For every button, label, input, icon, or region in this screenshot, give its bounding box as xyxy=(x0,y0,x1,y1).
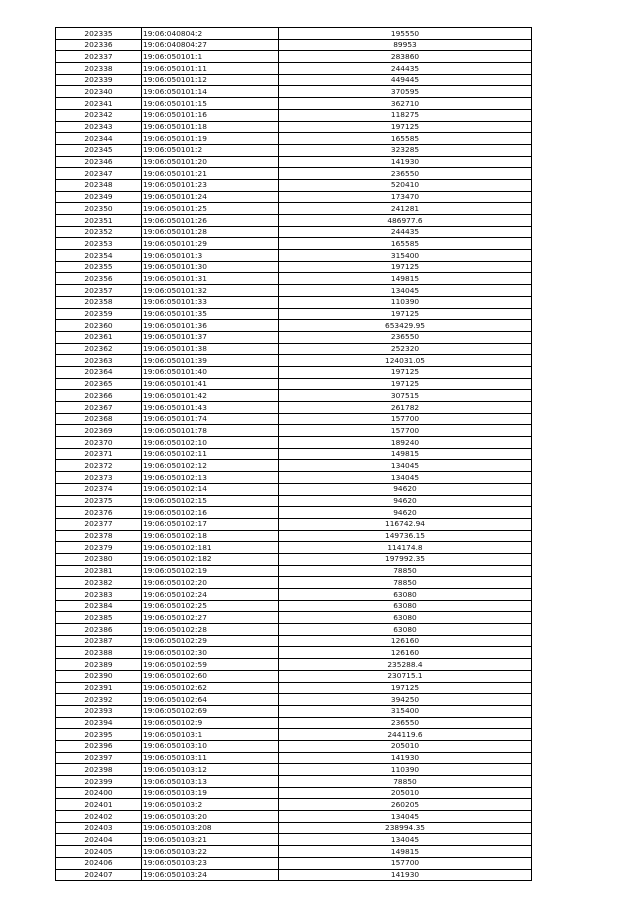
table-row xyxy=(56,261,532,273)
row-number-cell: 202381 xyxy=(56,565,142,577)
row-number-cell: 202384 xyxy=(56,600,142,612)
cadastral-number-cell: 19:06:050103:12 xyxy=(142,764,279,776)
table-body xyxy=(56,28,532,881)
table-row xyxy=(56,109,532,121)
row-number-cell: 202375 xyxy=(56,495,142,507)
value-cell: 241281 xyxy=(279,203,532,215)
value-cell: 124031.05 xyxy=(279,355,532,367)
cadastral-number-cell: 19:06:050101:23 xyxy=(142,179,279,191)
cadastral-number-cell: 19:06:050101:30 xyxy=(142,261,279,273)
cadastral-number-cell: 19:06:050101:41 xyxy=(142,378,279,390)
value-cell: 173470 xyxy=(279,191,532,203)
table-row xyxy=(56,857,532,869)
row-number-cell: 202338 xyxy=(56,63,142,75)
table-row xyxy=(56,320,532,332)
row-number-cell: 202344 xyxy=(56,133,142,145)
cadastral-number-cell: 19:06:050101:26 xyxy=(142,215,279,227)
row-number-cell: 202391 xyxy=(56,682,142,694)
cadastral-number-cell: 19:06:050102:62 xyxy=(142,682,279,694)
table-row xyxy=(56,226,532,238)
cadastral-number-cell: 19:06:050101:25 xyxy=(142,203,279,215)
cadastral-number-cell: 19:06:050101:36 xyxy=(142,320,279,332)
row-number-cell: 202340 xyxy=(56,86,142,98)
cadastral-number-cell: 19:06:050102:25 xyxy=(142,600,279,612)
value-cell: 118275 xyxy=(279,109,532,121)
table-row xyxy=(56,355,532,367)
table-row xyxy=(56,460,532,472)
value-cell: 126160 xyxy=(279,635,532,647)
cadastral-number-cell: 19:06:050102:27 xyxy=(142,612,279,624)
table-row xyxy=(56,834,532,846)
row-number-cell: 202350 xyxy=(56,203,142,215)
value-cell: 94620 xyxy=(279,483,532,495)
value-cell: 78850 xyxy=(279,577,532,589)
value-cell: 149736.15 xyxy=(279,530,532,542)
cadastral-number-cell: 19:06:050103:11 xyxy=(142,752,279,764)
table-row xyxy=(56,565,532,577)
row-number-cell: 202393 xyxy=(56,705,142,717)
cadastral-number-cell: 19:06:050102:17 xyxy=(142,518,279,530)
cadastral-number-cell: 19:06:050101:28 xyxy=(142,226,279,238)
cadastral-number-cell: 19:06:050101:38 xyxy=(142,343,279,355)
row-number-cell: 202348 xyxy=(56,179,142,191)
cadastral-number-cell: 19:06:050101:43 xyxy=(142,402,279,414)
row-number-cell: 202392 xyxy=(56,694,142,706)
row-number-cell: 202364 xyxy=(56,366,142,378)
row-number-cell: 202401 xyxy=(56,799,142,811)
cadastral-number-cell: 19:06:050102:19 xyxy=(142,565,279,577)
table-row xyxy=(56,472,532,484)
value-cell: 134045 xyxy=(279,285,532,297)
row-number-cell: 202345 xyxy=(56,144,142,156)
table-row xyxy=(56,215,532,227)
value-cell: 114174.8 xyxy=(279,542,532,554)
value-cell: 307515 xyxy=(279,390,532,402)
row-number-cell: 202370 xyxy=(56,437,142,449)
cadastral-number-cell: 19:06:050103:21 xyxy=(142,834,279,846)
table-row xyxy=(56,156,532,168)
value-cell: 315400 xyxy=(279,250,532,262)
row-number-cell: 202352 xyxy=(56,226,142,238)
table-row xyxy=(56,530,532,542)
value-cell: 197125 xyxy=(279,261,532,273)
value-cell: 315400 xyxy=(279,705,532,717)
row-number-cell: 202395 xyxy=(56,729,142,741)
value-cell: 165585 xyxy=(279,133,532,145)
table-row xyxy=(56,647,532,659)
table-row xyxy=(56,121,532,133)
cadastral-number-cell: 19:06:050101:39 xyxy=(142,355,279,367)
value-cell: 244435 xyxy=(279,63,532,75)
value-cell: 260205 xyxy=(279,799,532,811)
table-row xyxy=(56,133,532,145)
row-number-cell: 202377 xyxy=(56,518,142,530)
table-row xyxy=(56,483,532,495)
value-cell: 244119.6 xyxy=(279,729,532,741)
table-row xyxy=(56,296,532,308)
cadastral-number-cell: 19:06:050101:35 xyxy=(142,308,279,320)
row-number-cell: 202378 xyxy=(56,530,142,542)
value-cell: 520410 xyxy=(279,179,532,191)
value-cell: 230715.1 xyxy=(279,670,532,682)
cadastral-number-cell: 19:06:050101:78 xyxy=(142,425,279,437)
cadastral-number-cell: 19:06:050102:12 xyxy=(142,460,279,472)
value-cell: 110390 xyxy=(279,764,532,776)
table-row xyxy=(56,589,532,601)
row-number-cell: 202353 xyxy=(56,238,142,250)
row-number-cell: 202347 xyxy=(56,168,142,180)
value-cell: 149815 xyxy=(279,448,532,460)
value-cell: 134045 xyxy=(279,472,532,484)
cadastral-number-cell: 19:06:050101:2 xyxy=(142,144,279,156)
value-cell: 362710 xyxy=(279,98,532,110)
table-row xyxy=(56,179,532,191)
row-number-cell: 202373 xyxy=(56,472,142,484)
row-number-cell: 202398 xyxy=(56,764,142,776)
row-number-cell: 202389 xyxy=(56,659,142,671)
value-cell: 449445 xyxy=(279,74,532,86)
cadastral-number-cell: 19:06:050102:60 xyxy=(142,670,279,682)
cadastral-number-cell: 19:06:050103:19 xyxy=(142,787,279,799)
row-number-cell: 202368 xyxy=(56,413,142,425)
table-row xyxy=(56,635,532,647)
cadastral-number-cell: 19:06:050102:9 xyxy=(142,717,279,729)
value-cell: 486977.6 xyxy=(279,215,532,227)
cadastral-number-cell: 19:06:050101:1 xyxy=(142,51,279,63)
table-row xyxy=(56,811,532,823)
value-cell: 189240 xyxy=(279,437,532,449)
row-number-cell: 202387 xyxy=(56,635,142,647)
cadastral-number-cell: 19:06:050102:15 xyxy=(142,495,279,507)
table-row xyxy=(56,285,532,297)
row-number-cell: 202357 xyxy=(56,285,142,297)
value-cell: 244435 xyxy=(279,226,532,238)
cadastral-number-cell: 19:06:050102:10 xyxy=(142,437,279,449)
value-cell: 197125 xyxy=(279,682,532,694)
row-number-cell: 202337 xyxy=(56,51,142,63)
table-row xyxy=(56,542,532,554)
value-cell: 141930 xyxy=(279,752,532,764)
row-number-cell: 202383 xyxy=(56,589,142,601)
cadastral-number-cell: 19:06:050103:208 xyxy=(142,822,279,834)
row-number-cell: 202339 xyxy=(56,74,142,86)
value-cell: 323285 xyxy=(279,144,532,156)
table-row xyxy=(56,74,532,86)
row-number-cell: 202399 xyxy=(56,776,142,788)
value-cell: 235288.4 xyxy=(279,659,532,671)
row-number-cell: 202376 xyxy=(56,507,142,519)
value-cell: 63080 xyxy=(279,600,532,612)
row-number-cell: 202366 xyxy=(56,390,142,402)
value-cell: 116742.94 xyxy=(279,518,532,530)
table-row xyxy=(56,191,532,203)
table-row xyxy=(56,846,532,858)
cadastral-number-cell: 19:06:050101:18 xyxy=(142,121,279,133)
value-cell: 134045 xyxy=(279,834,532,846)
cadastral-number-cell: 19:06:050101:74 xyxy=(142,413,279,425)
table-row xyxy=(56,308,532,320)
cadastral-number-cell: 19:06:050103:22 xyxy=(142,846,279,858)
table-row xyxy=(56,799,532,811)
cadastral-number-cell: 19:06:050103:10 xyxy=(142,740,279,752)
value-cell: 78850 xyxy=(279,776,532,788)
table-row xyxy=(56,28,532,40)
cadastral-number-cell: 19:06:050101:31 xyxy=(142,273,279,285)
row-number-cell: 202405 xyxy=(56,846,142,858)
cadastral-number-cell: 19:06:050101:29 xyxy=(142,238,279,250)
value-cell: 197125 xyxy=(279,121,532,133)
row-number-cell: 202365 xyxy=(56,378,142,390)
table-row xyxy=(56,553,532,565)
row-number-cell: 202396 xyxy=(56,740,142,752)
cadastral-number-cell: 19:06:040804:27 xyxy=(142,39,279,51)
cadastral-number-cell: 19:06:050101:12 xyxy=(142,74,279,86)
value-cell: 283860 xyxy=(279,51,532,63)
row-number-cell: 202336 xyxy=(56,39,142,51)
cadastral-number-cell: 19:06:050102:59 xyxy=(142,659,279,671)
row-number-cell: 202400 xyxy=(56,787,142,799)
cadastral-number-cell: 19:06:050102:18 xyxy=(142,530,279,542)
cadastral-number-cell: 19:06:050103:2 xyxy=(142,799,279,811)
cadastral-number-cell: 19:06:050102:181 xyxy=(142,542,279,554)
table-row xyxy=(56,343,532,355)
table-row xyxy=(56,822,532,834)
row-number-cell: 202390 xyxy=(56,670,142,682)
value-cell: 653429.95 xyxy=(279,320,532,332)
row-number-cell: 202380 xyxy=(56,553,142,565)
value-cell: 63080 xyxy=(279,624,532,636)
table-row xyxy=(56,682,532,694)
value-cell: 370595 xyxy=(279,86,532,98)
cadastral-number-cell: 19:06:050102:20 xyxy=(142,577,279,589)
cadastral-number-cell: 19:06:050101:32 xyxy=(142,285,279,297)
table-row xyxy=(56,98,532,110)
cadastral-number-cell: 19:06:040804:2 xyxy=(142,28,279,40)
table-row xyxy=(56,705,532,717)
table-row xyxy=(56,612,532,624)
cadastral-number-cell: 19:06:050101:21 xyxy=(142,168,279,180)
row-number-cell: 202363 xyxy=(56,355,142,367)
table-row xyxy=(56,425,532,437)
row-number-cell: 202394 xyxy=(56,717,142,729)
value-cell: 94620 xyxy=(279,495,532,507)
table-row xyxy=(56,507,532,519)
row-number-cell: 202341 xyxy=(56,98,142,110)
row-number-cell: 202382 xyxy=(56,577,142,589)
value-cell: 89953 xyxy=(279,39,532,51)
table-row xyxy=(56,144,532,156)
table-row xyxy=(56,437,532,449)
cadastral-number-cell: 19:06:050101:40 xyxy=(142,366,279,378)
row-number-cell: 202360 xyxy=(56,320,142,332)
row-number-cell: 202397 xyxy=(56,752,142,764)
value-cell: 197125 xyxy=(279,378,532,390)
table-row xyxy=(56,787,532,799)
value-cell: 261782 xyxy=(279,402,532,414)
row-number-cell: 202346 xyxy=(56,156,142,168)
row-number-cell: 202374 xyxy=(56,483,142,495)
value-cell: 141930 xyxy=(279,869,532,881)
table-row xyxy=(56,577,532,589)
value-cell: 157700 xyxy=(279,857,532,869)
row-number-cell: 202358 xyxy=(56,296,142,308)
row-number-cell: 202354 xyxy=(56,250,142,262)
value-cell: 149815 xyxy=(279,846,532,858)
cadastral-number-cell: 19:06:050101:14 xyxy=(142,86,279,98)
value-cell: 197125 xyxy=(279,308,532,320)
row-number-cell: 202356 xyxy=(56,273,142,285)
table-row xyxy=(56,729,532,741)
table-row xyxy=(56,624,532,636)
row-number-cell: 202355 xyxy=(56,261,142,273)
table-row xyxy=(56,86,532,98)
cadastral-number-cell: 19:06:050102:29 xyxy=(142,635,279,647)
cadastral-number-cell: 19:06:050102:11 xyxy=(142,448,279,460)
table-row xyxy=(56,600,532,612)
cadastral-number-cell: 19:06:050102:182 xyxy=(142,553,279,565)
value-cell: 157700 xyxy=(279,425,532,437)
table-row xyxy=(56,168,532,180)
cadastral-number-cell: 19:06:050101:19 xyxy=(142,133,279,145)
cadastral-number-cell: 19:06:050103:1 xyxy=(142,729,279,741)
row-number-cell: 202371 xyxy=(56,448,142,460)
row-number-cell: 202403 xyxy=(56,822,142,834)
cadastral-number-cell: 19:06:050101:33 xyxy=(142,296,279,308)
row-number-cell: 202386 xyxy=(56,624,142,636)
cadastral-number-cell: 19:06:050103:23 xyxy=(142,857,279,869)
table-row xyxy=(56,869,532,881)
table-row xyxy=(56,717,532,729)
row-number-cell: 202362 xyxy=(56,343,142,355)
row-number-cell: 202372 xyxy=(56,460,142,472)
table-row xyxy=(56,448,532,460)
row-number-cell: 202359 xyxy=(56,308,142,320)
table-row xyxy=(56,413,532,425)
value-cell: 197992.35 xyxy=(279,553,532,565)
cadastral-number-cell: 19:06:050102:28 xyxy=(142,624,279,636)
table-row xyxy=(56,764,532,776)
row-number-cell: 202367 xyxy=(56,402,142,414)
cadastral-number-cell: 19:06:050101:20 xyxy=(142,156,279,168)
value-cell: 394250 xyxy=(279,694,532,706)
row-number-cell: 202349 xyxy=(56,191,142,203)
cadastral-number-cell: 19:06:050102:14 xyxy=(142,483,279,495)
cadastral-number-cell: 19:06:050102:64 xyxy=(142,694,279,706)
cadastral-number-cell: 19:06:050101:16 xyxy=(142,109,279,121)
value-cell: 149815 xyxy=(279,273,532,285)
table-row xyxy=(56,670,532,682)
value-cell: 238994.35 xyxy=(279,822,532,834)
table-row xyxy=(56,740,532,752)
value-cell: 236550 xyxy=(279,331,532,343)
value-cell: 236550 xyxy=(279,168,532,180)
cadastral-number-cell: 19:06:050102:16 xyxy=(142,507,279,519)
value-cell: 157700 xyxy=(279,413,532,425)
cadastral-number-cell: 19:06:050101:24 xyxy=(142,191,279,203)
row-number-cell: 202388 xyxy=(56,647,142,659)
table-row xyxy=(56,495,532,507)
cadastral-number-cell: 19:06:050102:13 xyxy=(142,472,279,484)
cadastral-number-cell: 19:06:050103:24 xyxy=(142,869,279,881)
table-row xyxy=(56,366,532,378)
table-row xyxy=(56,694,532,706)
table-row xyxy=(56,273,532,285)
table-row xyxy=(56,659,532,671)
table-row xyxy=(56,776,532,788)
value-cell: 134045 xyxy=(279,460,532,472)
value-cell: 134045 xyxy=(279,811,532,823)
table-row xyxy=(56,402,532,414)
value-cell: 205010 xyxy=(279,740,532,752)
value-cell: 252320 xyxy=(279,343,532,355)
row-number-cell: 202361 xyxy=(56,331,142,343)
row-number-cell: 202407 xyxy=(56,869,142,881)
value-cell: 197125 xyxy=(279,366,532,378)
table-row xyxy=(56,63,532,75)
cadastral-number-cell: 19:06:050101:3 xyxy=(142,250,279,262)
table-row xyxy=(56,390,532,402)
table-row xyxy=(56,331,532,343)
value-cell: 63080 xyxy=(279,612,532,624)
table-row xyxy=(56,378,532,390)
table-row xyxy=(56,752,532,764)
table-row xyxy=(56,238,532,250)
cadastral-number-cell: 19:06:050102:30 xyxy=(142,647,279,659)
table-row xyxy=(56,39,532,51)
row-number-cell: 202402 xyxy=(56,811,142,823)
value-cell: 205010 xyxy=(279,787,532,799)
cadastral-number-cell: 19:06:050101:37 xyxy=(142,331,279,343)
cadastral-number-cell: 19:06:050103:20 xyxy=(142,811,279,823)
data-table xyxy=(55,27,532,881)
value-cell: 110390 xyxy=(279,296,532,308)
cadastral-number-cell: 19:06:050101:11 xyxy=(142,63,279,75)
value-cell: 195550 xyxy=(279,28,532,40)
row-number-cell: 202351 xyxy=(56,215,142,227)
value-cell: 78850 xyxy=(279,565,532,577)
value-cell: 236550 xyxy=(279,717,532,729)
value-cell: 141930 xyxy=(279,156,532,168)
row-number-cell: 202343 xyxy=(56,121,142,133)
table-row xyxy=(56,250,532,262)
row-number-cell: 202342 xyxy=(56,109,142,121)
cadastral-number-cell: 19:06:050102:69 xyxy=(142,705,279,717)
table-row xyxy=(56,518,532,530)
value-cell: 165585 xyxy=(279,238,532,250)
row-number-cell: 202369 xyxy=(56,425,142,437)
value-cell: 94620 xyxy=(279,507,532,519)
table-row xyxy=(56,51,532,63)
value-cell: 126160 xyxy=(279,647,532,659)
row-number-cell: 202335 xyxy=(56,28,142,40)
row-number-cell: 202406 xyxy=(56,857,142,869)
table-row xyxy=(56,203,532,215)
cadastral-number-cell: 19:06:050101:42 xyxy=(142,390,279,402)
cadastral-number-cell: 19:06:050102:24 xyxy=(142,589,279,601)
row-number-cell: 202404 xyxy=(56,834,142,846)
cadastral-number-cell: 19:06:050101:15 xyxy=(142,98,279,110)
row-number-cell: 202379 xyxy=(56,542,142,554)
value-cell: 63080 xyxy=(279,589,532,601)
row-number-cell: 202385 xyxy=(56,612,142,624)
cadastral-number-cell: 19:06:050103:13 xyxy=(142,776,279,788)
